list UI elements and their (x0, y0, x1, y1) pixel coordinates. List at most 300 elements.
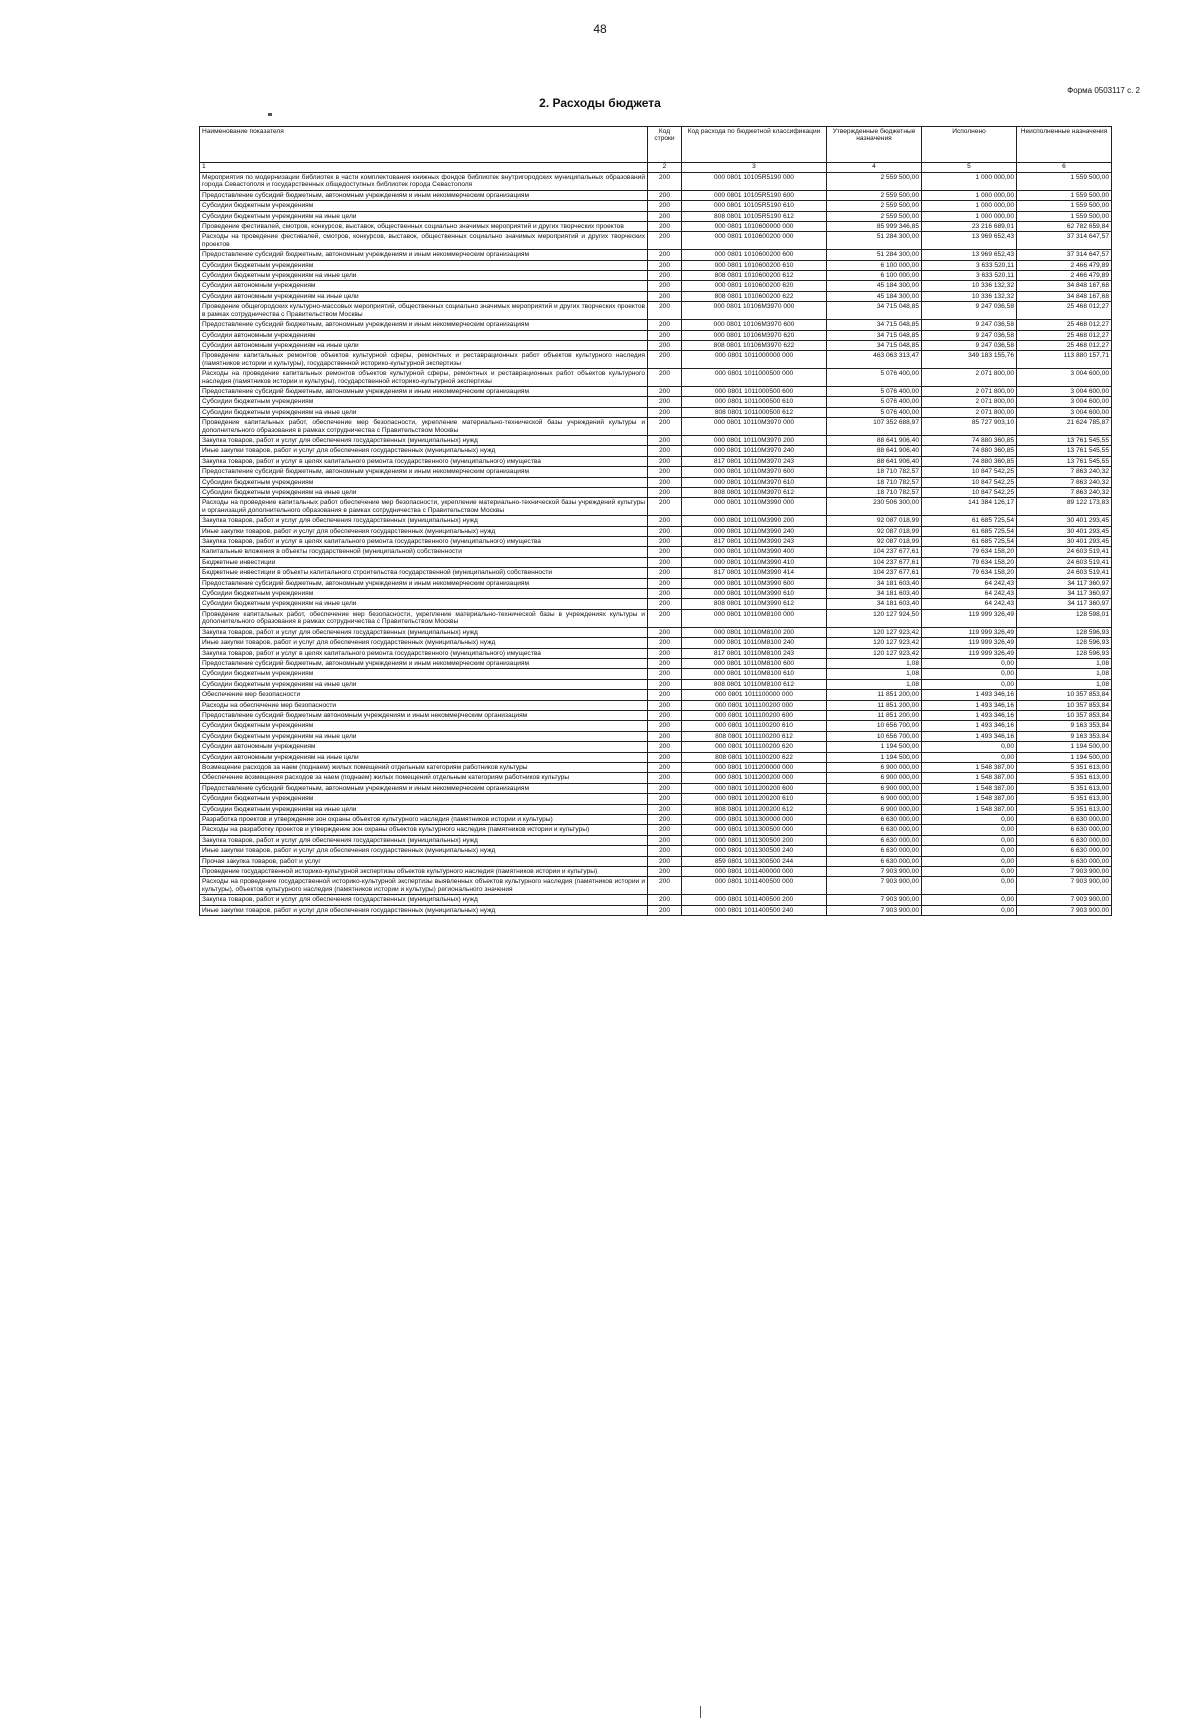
table-row (200, 690, 1112, 700)
row-line-code: 200 (648, 435, 682, 445)
row-name: Предоставление субсидий бюджетным, автономным учреждениям и иным некоммерческим организациям (200, 578, 648, 588)
row-unexecuted: 37 314 647,57 (1017, 232, 1112, 250)
row-executed: 9 247 036,58 (922, 340, 1017, 350)
table-row (200, 752, 1112, 762)
row-approved: 6 900 000,00 (827, 762, 922, 772)
row-executed: 3 633 520,11 (922, 271, 1017, 281)
row-unexecuted: 5 351 613,00 (1017, 804, 1112, 814)
row-executed: 1 548 387,00 (922, 762, 1017, 772)
row-unexecuted: 34 117 360,97 (1017, 589, 1112, 599)
row-line-code: 200 (648, 232, 682, 250)
table-row (200, 446, 1112, 456)
row-name: Иные закупки товаров, работ и услуг для обеспечения государственных (муниципальных) нужд (200, 905, 648, 915)
row-unexecuted: 2 466 479,89 (1017, 271, 1112, 281)
row-approved: 5 076 400,00 (827, 386, 922, 396)
scan-tick (700, 1706, 701, 1718)
row-unexecuted: 1 194 500,00 (1017, 742, 1112, 752)
row-line-code: 200 (648, 488, 682, 498)
row-line-code: 200 (648, 446, 682, 456)
row-line-code: 200 (648, 173, 682, 191)
row-line-code: 200 (648, 211, 682, 221)
row-name: Субсидии автономным учреждениям на иные цели (200, 340, 648, 350)
row-unexecuted: 10 357 853,84 (1017, 710, 1112, 720)
row-line-code: 200 (648, 589, 682, 599)
row-approved: 6 900 000,00 (827, 794, 922, 804)
row-line-code: 200 (648, 648, 682, 658)
row-executed: 0,00 (922, 895, 1017, 905)
row-expense-code: 000 0801 10106M3970 620 (682, 330, 827, 340)
col-header-name: Наименование показателя (200, 127, 648, 163)
row-line-code: 200 (648, 627, 682, 637)
row-executed: 10 336 132,32 (922, 291, 1017, 301)
row-line-code: 200 (648, 250, 682, 260)
row-approved: 92 087 018,99 (827, 537, 922, 547)
row-name: Иные закупки товаров, работ и услуг для обеспечения государственных (муниципальных) нужд (200, 846, 648, 856)
row-expense-code: 000 0801 1010600000 000 (682, 222, 827, 232)
row-line-code: 200 (648, 418, 682, 436)
table-row (200, 488, 1112, 498)
row-executed: 9 247 036,58 (922, 320, 1017, 330)
row-expense-code: 000 0801 10110M3990 400 (682, 547, 827, 557)
row-line-code: 200 (648, 578, 682, 588)
row-executed: 79 634 158,20 (922, 557, 1017, 567)
table-row (200, 783, 1112, 793)
row-executed: 0,00 (922, 658, 1017, 668)
section-title: 2. Расходы бюджета (539, 96, 661, 110)
table-row (200, 547, 1112, 557)
row-expense-code: 000 0801 1010600200 600 (682, 250, 827, 260)
row-unexecuted: 34 848 167,68 (1017, 281, 1112, 291)
row-unexecuted: 6 630 000,00 (1017, 825, 1112, 835)
row-line-code: 200 (648, 846, 682, 856)
row-line-code: 200 (648, 773, 682, 783)
table-body (200, 173, 1112, 916)
row-line-code: 200 (648, 731, 682, 741)
row-unexecuted: 37 314 647,57 (1017, 250, 1112, 260)
row-unexecuted: 30 401 293,45 (1017, 526, 1112, 536)
row-approved: 2 559 500,00 (827, 201, 922, 211)
row-name: Обеспечение возмещения расходов за наем (поднаем) жилых помещений отдельным категориям работников культуры (200, 773, 648, 783)
row-name: Мероприятия по модернизации библиотек в части комплектования книжных фондов библиотек внутригородских муниципальных образований города Севастополя и государственных общедоступных библиотек города Севастополя (200, 173, 648, 191)
row-approved: 104 237 677,61 (827, 557, 922, 567)
row-name: Закупка товаров, работ и услуг для обеспечения государственных (муниципальных) нужд (200, 516, 648, 526)
table-row (200, 516, 1112, 526)
row-unexecuted: 10 357 853,84 (1017, 700, 1112, 710)
row-name: Субсидии бюджетным учреждениям (200, 669, 648, 679)
table-row (200, 648, 1112, 658)
row-expense-code: 000 0801 1011200200 600 (682, 783, 827, 793)
row-name: Предоставление субсидий бюджетным, автономным учреждениям и иным некоммерческим организациям (200, 783, 648, 793)
row-name: Субсидии автономным учреждениям (200, 742, 648, 752)
row-name: Субсидии бюджетным учреждениям на иные цели (200, 271, 648, 281)
row-unexecuted: 3 004 600,00 (1017, 386, 1112, 396)
row-line-code: 200 (648, 330, 682, 340)
row-name: Возмещение расходов за наем (поднаем) жилых помещений отдельным категориям работников культуры (200, 762, 648, 772)
expenses-table-container (199, 126, 1111, 916)
row-expense-code: 000 0801 1011300500 000 (682, 825, 827, 835)
table-row (200, 679, 1112, 689)
row-line-code: 200 (648, 498, 682, 516)
row-executed: 0,00 (922, 856, 1017, 866)
row-name: Разработка проектов и утверждение зон охраны объектов культурного наследия (памятников истории и культуры) (200, 815, 648, 825)
row-unexecuted: 7 863 240,32 (1017, 488, 1112, 498)
col-num-4: 4 (827, 163, 922, 173)
row-approved: 18 710 782,57 (827, 488, 922, 498)
row-unexecuted: 9 163 353,84 (1017, 731, 1112, 741)
row-expense-code: 000 0801 1011200000 000 (682, 762, 827, 772)
row-approved: 34 181 603,40 (827, 578, 922, 588)
table-row (200, 557, 1112, 567)
row-unexecuted: 3 004 600,00 (1017, 369, 1112, 387)
table-row (200, 435, 1112, 445)
row-approved: 6 630 000,00 (827, 835, 922, 845)
row-line-code: 200 (648, 291, 682, 301)
row-approved: 92 087 018,99 (827, 526, 922, 536)
row-unexecuted: 13 761 545,55 (1017, 456, 1112, 466)
table-row (200, 330, 1112, 340)
row-line-code: 200 (648, 201, 682, 211)
row-unexecuted: 24 603 519,41 (1017, 568, 1112, 578)
row-name: Иные закупки товаров, работ и услуг для обеспечения государственных (муниципальных) нужд (200, 526, 648, 536)
row-line-code: 200 (648, 638, 682, 648)
row-approved: 1,08 (827, 679, 922, 689)
row-unexecuted: 1,08 (1017, 669, 1112, 679)
row-expense-code: 000 0801 1011400500 000 (682, 877, 827, 895)
row-executed: 13 969 652,43 (922, 232, 1017, 250)
col-header-line: Код строки (648, 127, 682, 163)
table-row (200, 710, 1112, 720)
row-name: Бюджетные инвестиции (200, 557, 648, 567)
row-name: Расходы на обеспечение мер безопасности (200, 700, 648, 710)
row-executed: 10 847 542,25 (922, 477, 1017, 487)
row-approved: 2 559 500,00 (827, 190, 922, 200)
table-row (200, 721, 1112, 731)
row-line-code: 200 (648, 557, 682, 567)
row-expense-code: 808 0801 1010600200 612 (682, 271, 827, 281)
row-executed: 61 685 725,54 (922, 526, 1017, 536)
row-approved: 10 656 700,00 (827, 731, 922, 741)
row-executed: 79 634 158,20 (922, 547, 1017, 557)
row-executed: 1 548 387,00 (922, 783, 1017, 793)
row-approved: 6 100 000,00 (827, 260, 922, 270)
row-unexecuted: 7 903 900,00 (1017, 867, 1112, 877)
row-executed: 2 071 800,00 (922, 397, 1017, 407)
row-name: Субсидии бюджетным учреждениям на иные цели (200, 599, 648, 609)
row-approved: 45 184 300,00 (827, 281, 922, 291)
row-expense-code: 808 0801 10105R5190 612 (682, 211, 827, 221)
row-unexecuted: 25 468 012,27 (1017, 302, 1112, 320)
row-unexecuted: 13 761 545,55 (1017, 435, 1112, 445)
table-row (200, 846, 1112, 856)
row-name: Субсидии бюджетным учреждениям (200, 589, 648, 599)
row-name: Проведение фестивалей, смотров, конкурсов, выставок, общественных социально значимых мероприятий и других творческих проектов (200, 222, 648, 232)
row-executed: 74 880 360,85 (922, 446, 1017, 456)
row-expense-code: 808 0801 1011100200 612 (682, 731, 827, 741)
row-executed: 79 634 158,20 (922, 568, 1017, 578)
row-name: Субсидии бюджетным учреждениям на иные цели (200, 407, 648, 417)
row-approved: 6 630 000,00 (827, 815, 922, 825)
table-row (200, 173, 1112, 191)
row-executed: 119 999 326,49 (922, 627, 1017, 637)
table-row (200, 638, 1112, 648)
row-executed: 64 242,43 (922, 578, 1017, 588)
row-executed: 0,00 (922, 825, 1017, 835)
row-expense-code: 000 0801 10110M3990 600 (682, 578, 827, 588)
row-name: Субсидии бюджетным учреждениям (200, 201, 648, 211)
row-expense-code: 808 0801 10110M3990 612 (682, 599, 827, 609)
row-executed: 9 247 036,58 (922, 330, 1017, 340)
row-executed: 1 000 000,00 (922, 211, 1017, 221)
row-approved: 1 194 500,00 (827, 752, 922, 762)
row-line-code: 200 (648, 742, 682, 752)
row-expense-code: 000 0801 10110M3970 600 (682, 467, 827, 477)
row-unexecuted: 3 004 600,00 (1017, 397, 1112, 407)
row-executed: 1 548 387,00 (922, 804, 1017, 814)
row-unexecuted: 30 401 293,45 (1017, 516, 1112, 526)
row-name: Обеспечение мер безопасности (200, 690, 648, 700)
row-expense-code: 000 0801 10105R5190 610 (682, 201, 827, 211)
row-approved: 51 284 300,00 (827, 232, 922, 250)
row-approved: 88 641 906,40 (827, 456, 922, 466)
row-executed: 349 183 155,76 (922, 351, 1017, 369)
row-unexecuted: 2 466 479,89 (1017, 260, 1112, 270)
row-line-code: 200 (648, 609, 682, 627)
row-executed: 10 336 132,32 (922, 281, 1017, 291)
row-expense-code: 000 0801 1011100200 620 (682, 742, 827, 752)
row-executed: 1 000 000,00 (922, 173, 1017, 191)
row-approved: 34 715 048,85 (827, 320, 922, 330)
table-row (200, 250, 1112, 260)
row-expense-code: 000 0801 10110M3990 410 (682, 557, 827, 567)
row-approved: 2 559 500,00 (827, 211, 922, 221)
row-expense-code: 000 0801 1011200200 000 (682, 773, 827, 783)
row-approved: 18 710 782,57 (827, 467, 922, 477)
row-name: Субсидии бюджетным учреждениям (200, 721, 648, 731)
row-unexecuted: 1,08 (1017, 679, 1112, 689)
row-line-code: 200 (648, 867, 682, 877)
row-executed: 2 071 800,00 (922, 386, 1017, 396)
row-line-code: 200 (648, 877, 682, 895)
row-unexecuted: 113 880 157,71 (1017, 351, 1112, 369)
row-unexecuted: 1,08 (1017, 658, 1112, 668)
row-executed: 0,00 (922, 669, 1017, 679)
row-expense-code: 000 0801 10110M8100 000 (682, 609, 827, 627)
row-name: Закупка товаров, работ и услуг в целях капитального ремонта государственного (муниципального) имущества (200, 537, 648, 547)
row-line-code: 200 (648, 281, 682, 291)
row-approved: 6 900 000,00 (827, 773, 922, 783)
row-expense-code: 808 0801 1011100200 622 (682, 752, 827, 762)
row-expense-code: 000 0801 10110M8100 240 (682, 638, 827, 648)
row-approved: 34 715 048,85 (827, 340, 922, 350)
table-row (200, 815, 1112, 825)
table-row (200, 340, 1112, 350)
row-expense-code: 000 0801 1011300500 240 (682, 846, 827, 856)
row-approved: 120 127 923,42 (827, 627, 922, 637)
row-unexecuted: 7 903 900,00 (1017, 905, 1112, 915)
row-name: Предоставление субсидий бюджетным, автономным учреждениям и иным некоммерческим организациям (200, 658, 648, 668)
row-approved: 1,08 (827, 658, 922, 668)
row-executed: 1 493 346,16 (922, 700, 1017, 710)
col-num-5: 5 (922, 163, 1017, 173)
row-unexecuted: 1 559 500,00 (1017, 173, 1112, 191)
row-unexecuted: 34 117 360,97 (1017, 578, 1112, 588)
row-executed: 1 548 387,00 (922, 773, 1017, 783)
row-executed: 64 242,43 (922, 589, 1017, 599)
row-unexecuted: 10 357 853,84 (1017, 690, 1112, 700)
row-approved: 11 851 200,00 (827, 700, 922, 710)
row-unexecuted: 1 559 500,00 (1017, 211, 1112, 221)
table-row (200, 658, 1112, 668)
row-unexecuted: 1 559 500,00 (1017, 190, 1112, 200)
table-row (200, 281, 1112, 291)
table-row (200, 742, 1112, 752)
row-approved: 104 237 677,61 (827, 547, 922, 557)
row-approved: 92 087 018,99 (827, 516, 922, 526)
row-expense-code: 817 0801 10110M3990 243 (682, 537, 827, 547)
row-line-code: 200 (648, 302, 682, 320)
row-line-code: 200 (648, 260, 682, 270)
row-unexecuted: 7 863 240,32 (1017, 467, 1112, 477)
row-approved: 34 181 603,40 (827, 589, 922, 599)
table-row (200, 369, 1112, 387)
row-approved: 1 194 500,00 (827, 742, 922, 752)
row-line-code: 200 (648, 669, 682, 679)
row-approved: 1,08 (827, 669, 922, 679)
row-expense-code: 000 0801 1011400000 000 (682, 867, 827, 877)
table-row (200, 456, 1112, 466)
row-expense-code: 000 0801 1011000000 000 (682, 351, 827, 369)
row-line-code: 200 (648, 835, 682, 845)
table-row (200, 222, 1112, 232)
row-name: Предоставление субсидий бюджетным, автономным учреждениям и иным некоммерческим организациям (200, 467, 648, 477)
row-unexecuted: 24 603 519,41 (1017, 547, 1112, 557)
row-unexecuted: 24 603 519,41 (1017, 557, 1112, 567)
table-row (200, 762, 1112, 772)
row-expense-code: 000 0801 10110M3990 240 (682, 526, 827, 536)
row-name: Капитальные вложения в объекты государственной (муниципальной) собственности (200, 547, 648, 557)
row-executed: 0,00 (922, 742, 1017, 752)
row-approved: 88 641 906,40 (827, 435, 922, 445)
row-name: Иные закупки товаров, работ и услуг для обеспечения государственных (муниципальных) нужд (200, 446, 648, 456)
row-executed: 0,00 (922, 752, 1017, 762)
table-row (200, 609, 1112, 627)
row-expense-code: 000 0801 1010600200 610 (682, 260, 827, 270)
row-name: Субсидии бюджетным учреждениям (200, 477, 648, 487)
table-row (200, 568, 1112, 578)
row-executed: 0,00 (922, 815, 1017, 825)
row-approved: 34 715 048,85 (827, 302, 922, 320)
row-line-code: 200 (648, 386, 682, 396)
table-row (200, 877, 1112, 895)
row-executed: 61 685 725,54 (922, 537, 1017, 547)
row-executed: 1 493 346,16 (922, 721, 1017, 731)
row-name: Предоставление субсидий бюджетным, автономным учреждениям и иным некоммерческим организациям (200, 386, 648, 396)
row-name: Прочая закупка товаров, работ и услуг (200, 856, 648, 866)
row-unexecuted: 128 596,93 (1017, 627, 1112, 637)
row-line-code: 200 (648, 351, 682, 369)
row-executed: 1 548 387,00 (922, 794, 1017, 804)
row-name: Закупка товаров, работ и услуг в целях капитального ремонта государственного (муниципального) имущества (200, 648, 648, 658)
row-line-code: 200 (648, 794, 682, 804)
row-unexecuted: 7 863 240,32 (1017, 477, 1112, 487)
row-expense-code: 000 0801 1011200200 610 (682, 794, 827, 804)
row-approved: 6 630 000,00 (827, 825, 922, 835)
row-line-code: 200 (648, 537, 682, 547)
row-expense-code: 000 0801 1011400500 240 (682, 905, 827, 915)
row-executed: 119 999 326,49 (922, 638, 1017, 648)
row-unexecuted: 5 351 613,00 (1017, 783, 1112, 793)
row-unexecuted: 1 194 500,00 (1017, 752, 1112, 762)
row-approved: 85 999 346,85 (827, 222, 922, 232)
row-expense-code: 000 0801 1010600200 000 (682, 232, 827, 250)
row-line-code: 200 (648, 547, 682, 557)
form-reference: Форма 0503117 с. 2 (1067, 86, 1140, 95)
table-row (200, 526, 1112, 536)
table-row (200, 537, 1112, 547)
row-name: Субсидии бюджетным учреждениям на иные цели (200, 804, 648, 814)
table-row (200, 895, 1112, 905)
row-executed: 9 247 036,58 (922, 302, 1017, 320)
row-unexecuted: 7 903 900,00 (1017, 877, 1112, 895)
row-executed: 0,00 (922, 877, 1017, 895)
row-executed: 74 880 360,85 (922, 456, 1017, 466)
row-expense-code: 000 0801 1011300500 200 (682, 835, 827, 845)
row-line-code: 200 (648, 700, 682, 710)
row-unexecuted: 34 117 360,97 (1017, 599, 1112, 609)
row-approved: 10 656 700,00 (827, 721, 922, 731)
row-name: Субсидии бюджетным учреждениям на иные цели (200, 679, 648, 689)
row-name: Субсидии бюджетным учреждениям (200, 260, 648, 270)
table-row (200, 386, 1112, 396)
row-unexecuted: 128 598,01 (1017, 609, 1112, 627)
row-expense-code: 859 0801 1011300500 244 (682, 856, 827, 866)
row-line-code: 200 (648, 477, 682, 487)
scan-dot (268, 113, 272, 116)
row-expense-code: 000 0801 10110M3990 610 (682, 589, 827, 599)
row-executed: 13 969 652,43 (922, 250, 1017, 260)
col-num-1: 1 (200, 163, 648, 173)
row-line-code: 200 (648, 804, 682, 814)
table-row (200, 794, 1112, 804)
row-name: Иные закупки товаров, работ и услуг для обеспечения государственных (муниципальных) нужд (200, 638, 648, 648)
row-name: Расходы на проведение фестивалей, смотров, конкурсов, выставок, общественных социально значимых мероприятий и других творческих проектов (200, 232, 648, 250)
row-name: Проведение государственной историко-культурной экспертизы объектов культурного наследия (памятников истории и культуры) (200, 867, 648, 877)
row-expense-code: 000 0801 1010600200 620 (682, 281, 827, 291)
row-expense-code: 000 0801 10110M8100 610 (682, 669, 827, 679)
row-name: Субсидии автономным учреждениям на иные цели (200, 752, 648, 762)
col-num-3: 3 (682, 163, 827, 173)
row-executed: 1 000 000,00 (922, 201, 1017, 211)
table-row (200, 700, 1112, 710)
row-name: Расходы на проведение государственной историко-культурной экспертизы выявленных объектов культурного наследия (памятников истории и культуры), объектов культурного наследия (памятников истории и культуры) регионального значения (200, 877, 648, 895)
row-name: Проведение общегородских культурно-массовых мероприятий, общественных социально значимых мероприятий и других творческих проектов в рамках сотрудничества с Правительством Москвы (200, 302, 648, 320)
table-row (200, 201, 1112, 211)
row-approved: 120 127 924,50 (827, 609, 922, 627)
row-unexecuted: 25 468 012,27 (1017, 340, 1112, 350)
row-expense-code: 000 0801 10105R5190 600 (682, 190, 827, 200)
row-executed: 2 071 800,00 (922, 407, 1017, 417)
row-expense-code: 000 0801 1011100200 610 (682, 721, 827, 731)
row-expense-code: 808 0801 10110M8100 612 (682, 679, 827, 689)
row-unexecuted: 5 351 613,00 (1017, 773, 1112, 783)
row-name: Проведение капитальных ремонтов объектов культурной сферы, ремонтных и реставрационных работ объектов культурного наследия (памятников истории и культуры), государственной историко-культурной экспертизы (200, 351, 648, 369)
row-expense-code: 000 0801 10110M8100 600 (682, 658, 827, 668)
row-line-code: 200 (648, 456, 682, 466)
table-row (200, 599, 1112, 609)
table-row (200, 211, 1112, 221)
row-line-code: 200 (648, 526, 682, 536)
col-num-6: 6 (1017, 163, 1112, 173)
